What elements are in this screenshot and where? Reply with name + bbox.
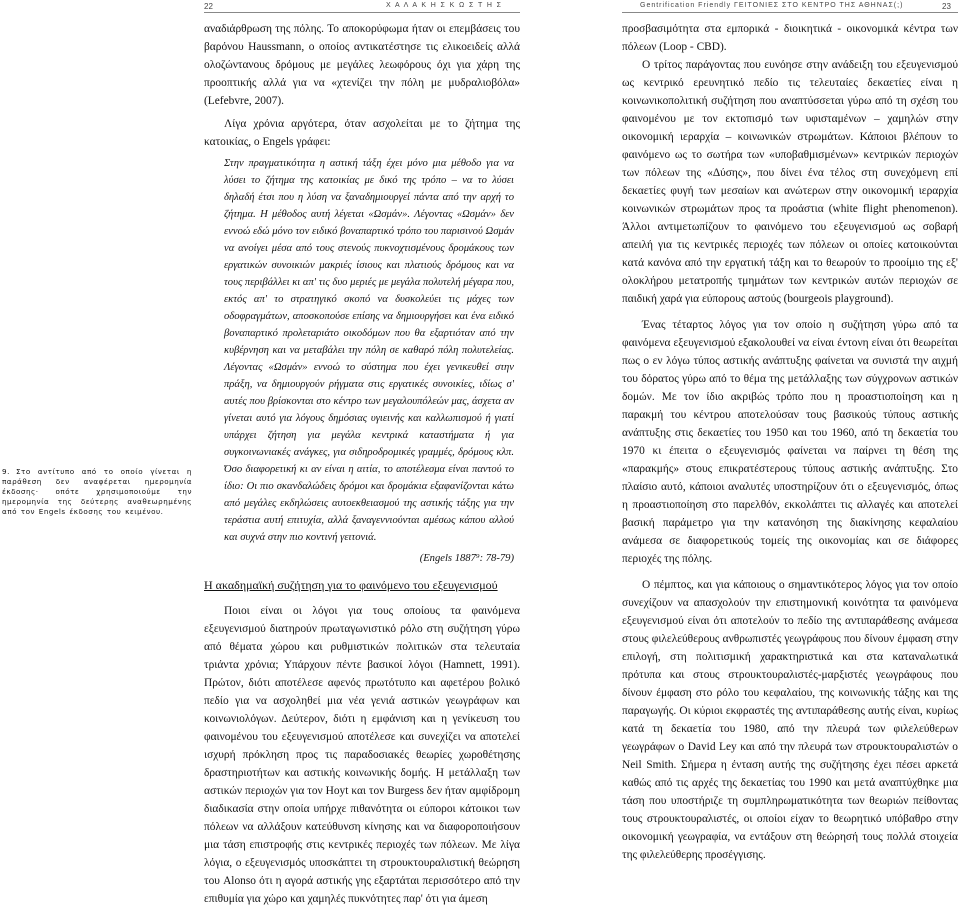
intro-paragraph: αναδιάρθρωση της πόλης. Το αποκορύφωμα ήταν οι επεμβάσεις του βαρόνου Haussmann, ο οποίος αντικατέστησε τις ελικοειδείς αλλά ολοζώντανους δρόμους με μεγάλες λεωφόρους όχι για χάρη της προοπτικής αλλά για να «χτενίζει την πόλη με μυδραλιοβόλα» (Lefebvre, 2007). bbox=[204, 23, 520, 107]
right-running-title: Gentrification Friendly ΓΕΙΤΟΝΙΕΣ ΣΤΟ ΚΕΝΤΡΟ ΤΗΣ ΑΘΗΝΑΣ(;) bbox=[640, 2, 904, 9]
engels-intro-paragraph: Λίγα χρόνια αργότερα, όταν ασχολείται με το ζήτημα της κατοικίας, ο Engels γράφει: bbox=[204, 118, 520, 148]
footnote-text: Στο αντίτυπο από το οποίο γίνεται η παράθεση δεν αναφέρεται ημερομηνία έκδοσης· οπότε χρησιμοποιούμε την ημερομηνία της δεύτερης αναθεωρημένης από τον Engels έκδοσης του κειμένου. bbox=[2, 467, 192, 516]
fourth-reason-paragraph: Ένας τέταρτος λόγος για τον οποίο η συζήτηση γύρω από τα φαινόμενα εξευγενισμού εξακολουθεί να είναι έντονη είναι ότι θεωρείται πως ο εν λόγω τύπος αστικής ανάπτυξης φαίνεται να συνιστά την αιχμή του δόρατος γύρω από το θέμα της μετάλλαξης των σύγχρονων αστικών δομών. Με τον ίδιο ακριβώς τρόπο που η προαστιοποίηση και η παρακμή του κέντρου αποτελούσαν τους βασικούς τύπους αστικής ανάπτυξης στις δεκαετίες του 1950 και του 1960, από τη δεκαετία του 1970 κι έπειτα ο εξευγενισμός φαίνεται να παίρνει τη θέση της «παρακμής» στους επικρατέστερους τύπους αστικής ανάπτυξης. Στο πλαίσιο αυτό, κάποιοι αναλυτές υποστηρίζουν ότι ο εξευγενισμός, όπως η προαστιοποίηση στο παρελθόν, εκκολάπτει τις αλλαγές και αποτελεί βασική παράμετρο για την κατανόηση της διακίνησης κεφαλαίου ανάμεσα σε διαφορετικούς τομείς της οικονομίας και σε διάφορες περιοχές της πόλης. bbox=[622, 319, 958, 565]
right-page-number: 23 bbox=[942, 2, 951, 11]
reasons-paragraph: Ποιοι είναι οι λόγοι για τους οποίους τα φαινόμενα εξευγενισμού διατηρούν πρωταγωνιστικό ρόλο στη συζήτηση γύρω από θέματα χώρου και ρυθμιστικών πολιτικών στα τελευταία τριάντα χρόνια; Υπάρχουν πέντε βασικοί λόγοι (Hamnett, 1991). Πρώτον, διότι αποτέλεσε αφενός πρωτότυπο και αφετέρου βολικό πεδίο για να ασχοληθεί μια νέα γενιά αστικών γεωγράφων και κοινωνιολόγων. Δεύτερον, διότι η εμφάνιση και η γενίκευση του φαινομένου του εξευγενισμού αποτέλεσε και συνεχίζει να αποτελεί ισχυρή πρόκληση προς τις παραδοσιακές θεωρίες χωροθέτησης δραστηριοτήτων και αστικής κοινωνικής δομής. Η μετάλλαξη των αστικών περιοχών για τον Hoyt και τον Burgess δεν ήταν αμφίδρομη διαδικασία στην οποία υπήρχε πιθανότητα οι εύποροι κάτοικοι των πόλεων να αλλάξουν κατεύθυνση κίνησης και να διαφοροποιήσουν μια τάση επιστροφής στις κεντρικές περιοχές των πόλεων. Με λίγα λόγια, ο εξευγενισμός υποσκάπτει τη στρουκτουραλιστική θεώρηση του Alonso ότι η αγορά αστικής γης εξαρτάται περισσότερο από την επιθυμία για χώρο και χαμηλές πυκνότητες παρ' ότι για άμεση bbox=[204, 605, 520, 905]
footnote bbox=[2, 467, 192, 517]
left-running-title: Χ Α Λ Α Κ Η Σ Κ Ω Σ Τ Η Σ bbox=[386, 2, 503, 9]
right-text-column bbox=[622, 20, 958, 864]
quote-citation: (Engels 1887⁹: 78-79) bbox=[419, 553, 514, 564]
left-header-rule bbox=[204, 12, 520, 13]
left-page-number: 22 bbox=[204, 2, 213, 11]
left-text-column bbox=[204, 20, 520, 908]
continued-paragraph: προσβασιμότητα στα εμπορικά - διοικητικά - οικονομικά κέντρα των πόλεων (Loop - CBD). bbox=[622, 23, 958, 53]
engels-block-quote: Στην πραγματικότητα η αστική τάξη έχει μόνο μια μέθοδο για να λύσει το ζήτημα της κατοικίας με δικό της τρόπο – να το λύσει δηλαδή έτσι που η λύση να ξαναδημιουργεί πάντα από την αρχή το ζήτημα. Η μέθοδος αυτή λέγεται «Ωσμάν». Λέγοντας «Ωσμάν» δεν εννοώ εδώ μόνο τον ειδικό βοναπαρτικό τρόπο του παρισινού Ωσμάν να ανοίγει μέσα από τους στενούς πυκνοχτισμένους δρομάκους των εργατικών συνοικιών μακριές ίσιους και πλατιούς δρόμους και να τους περιβάλλει κι απ' τις δυο μεριές με μεγάλα πολυτελή μέγαρα που, εκτός απ' το στρατηγικό σκοπό να δυσκολεύει τις μάχες των οδοφραγμάτων, αποσκοπούσε επίσης να δημιουργήσει και ένα ειδικό βοναπαρτικό προλεταριάτο οικοδόμων που θα εξαρτιόταν από την κυβέρνηση και να μεταβάλει την πόλη σε καθαρό πόλη πολυτελείας. Λέγοντας «Ωσμάν» εννοώ το σύστημα που έχει γενικευθεί στην πράξη, να δημιουργούν ρήγματα στις εργατικές συνοικίες, ιδίως σ' αυτές που βρίσκονται στο κέντρο των μεγαλουπόλεών μας, άσχετα αν γίνεται αυτό για λόγους δημόσιας υγιεινής και καλλωπισμού ή γιατί υπάρχει ζήτηση για μεγάλα κεντρικά καταστήματα ή για συγκοινωνιακές ανάγκες, για σιδηροδρομικές γραμμές, δρόμους κλπ. Όσο διαφορετική κι αν είναι η αιτία, το αποτέλεσμα είναι παντού το ίδιο: Οι πιο σκανδαλώδεις δρόμοι και δρομάκια εξαφανίζονται κάτω από μεγάλες εκδηλώσεις αυτοεκθειασμού της αστικής τάξης για την τεράστια αυτή επιτυχία, αλλά ξαναγεννιούνται αμέσως κάπου αλλού και συχνά στην πιο κοντινή γειτονιά. bbox=[224, 158, 514, 543]
fifth-reason-paragraph: Ο πέμπτος, και για κάποιους ο σημαντικότερος λόγος για τον οποίο συνεχίζουν να απασχολούν την επιστημονική κοινότητα τα φαινόμενα εξευγενισμού είναι ότι αποτελούν το πεδίο της αντιπαράθεσης ανάμεσα στους φιλελεύθερους ανθρωπιστές γεωγράφους που δίνουν έμφαση στην επιλογή, στη πολιτισμική χαρακτηριστικά και στα καταναλωτικά πρότυπα και στους στρουκτουραλιστές-μαρξιστές γεωγράφους που δίνουν έμφαση στο ρόλο του κεφαλαίου, της κοινωνικής τάξης και της παραγωγής. Οι κύριοι εκφραστές της αντιπαράθεσης αυτής είναι, κυρίως κατά τη δεκαετία του 1980, από την πλευρά των φιλελεύθερων γεωγράφων ο David Ley και από την πλευρά των στρουκτουραλιστών ο Neil Smith. Σήμερα η ένταση αυτής της συζήτησης έχει πέσει αρκετά καθώς από τις αρχές της δεκαετίας του 1990 και μετά αναπτύχθηκε μια τάση που υποστήριζε τη συμπληρωματικότητα των θεωριών πείθοντας τους στρουκτουραλιστές, οι οποίοι είχαν το θεωρητικό υπόβαθρο στην οικονομική γεωγραφία, να εντάξουν στη θεώρησή τους πολλά στοιχεία της φιλελεύθερης προσέγγισης. bbox=[622, 579, 958, 861]
section-heading: Η ακαδημαϊκή συζήτηση για το φαινόμενο του εξευγενισμού bbox=[204, 578, 498, 592]
right-header-rule bbox=[622, 12, 958, 13]
footnote-marker: 9. bbox=[2, 467, 10, 476]
third-reason-paragraph: Ο τρίτος παράγοντας που ευνόησε στην ανάδειξη του εξευγενισμού ως κεντρικό ερευνητικό πεδίο τις τελευταίες δεκαετίες είναι η κοινωνικοπολιτική συζήτηση που αναπτύσσεται γύρω από τη σχέση του φαινομένου με τον εκτοπισμό των υφισταμένων – χαμηλών στην οικονομική ιεραρχία – κοινωνικών στρωμάτων. Κάποιοι βλέπουν το φαινόμενο ως το σωτήρα των «υποβαθμισμένων» κεντρικών περιοχών των πόλεων της «Δύσης», που δίνει ένα τέλος στη συνεχόμενη επί δεκαετίες φυγή των μεσαίων και ανώτερων στην οικονομική ιεραρχία κοινωνικών στρωμάτων προς τα προάστια (white flight phenomenon). Άλλοι αντιμετωπίζουν το φαινόμενο του εξευγενισμού ως σοβαρή απειλή για τις κεντρικές περιοχές των πόλεων οι οποίες κατοικούνται κατά κανόνα από την εργατική τάξη και το θεωρούν το προοίμιο της εξ' ολοκλήρου μετατροπής τμημάτων των κεντρικών αυτών περιοχών σε παιδική χαρά για εύπορους αστούς (bourgeois playground). bbox=[622, 59, 958, 305]
